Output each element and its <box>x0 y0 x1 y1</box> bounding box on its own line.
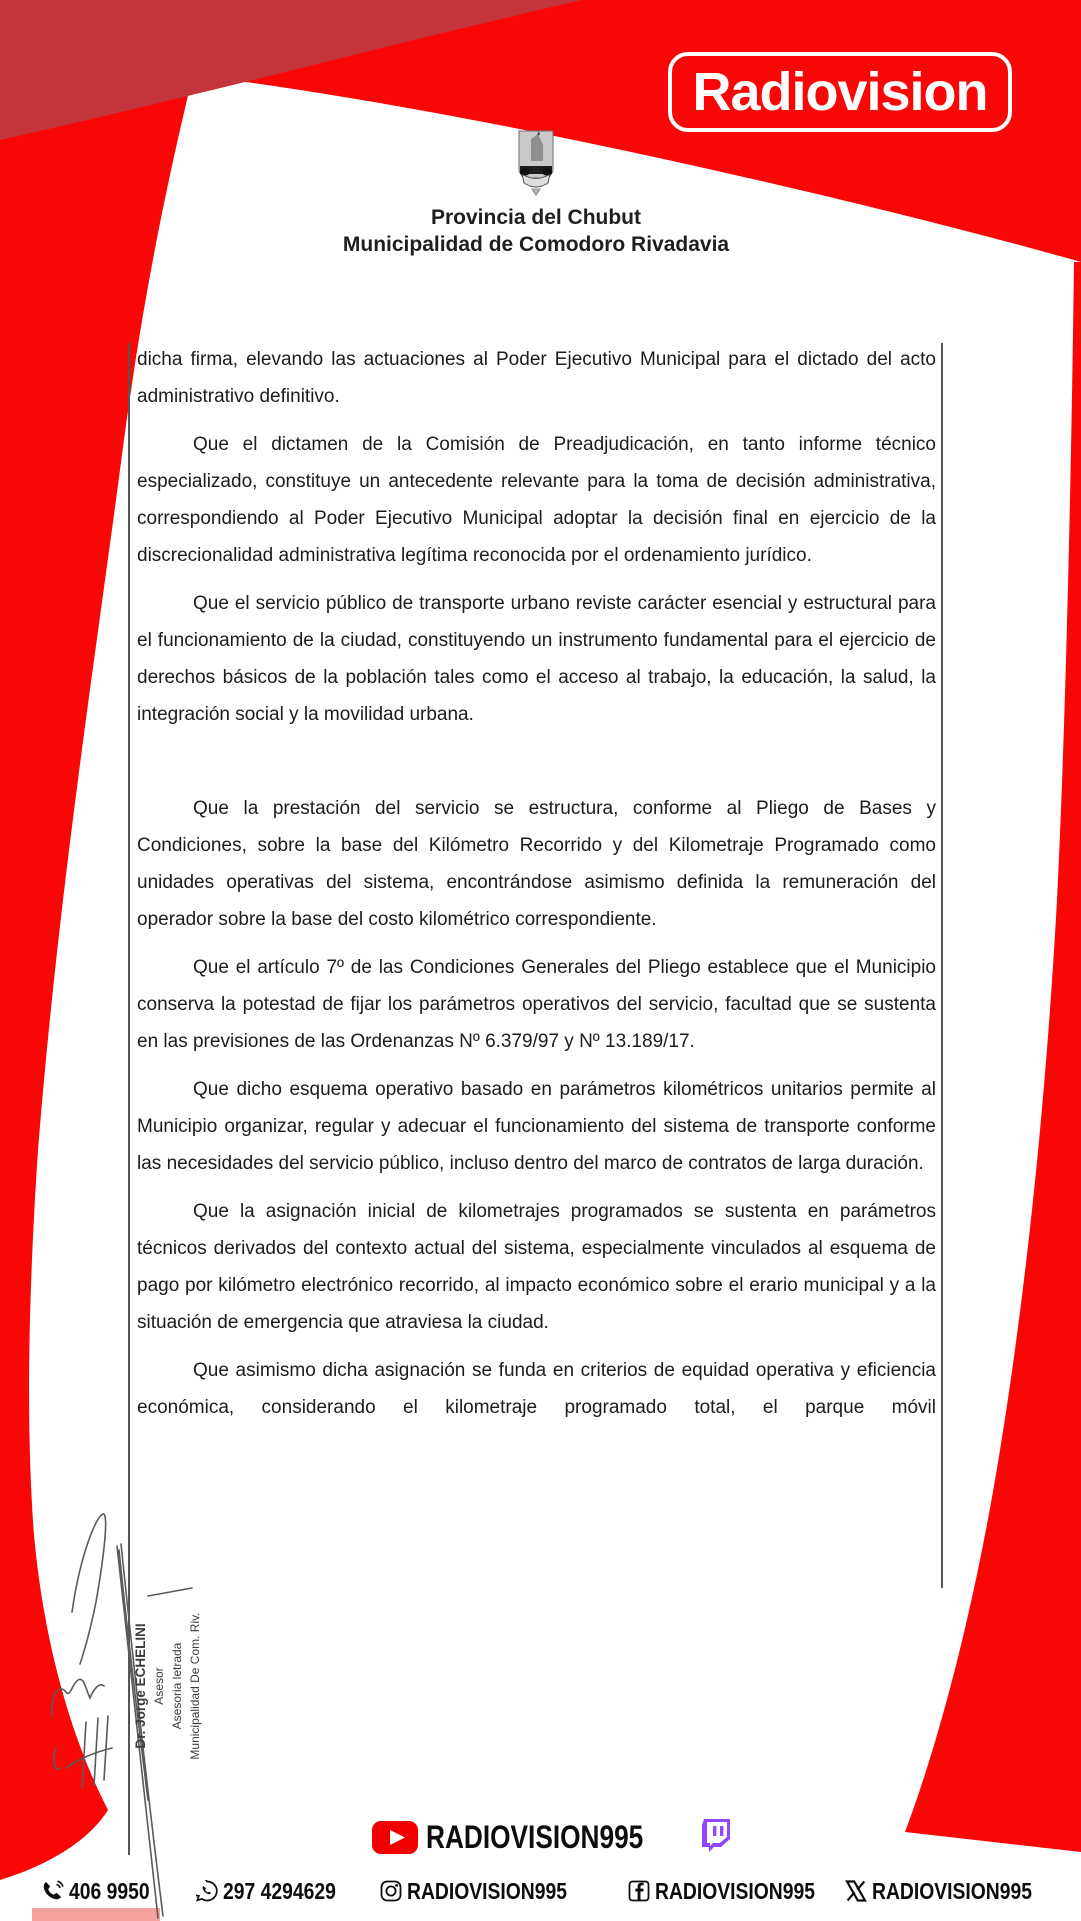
document-paragraph: Que dicho esquema operativo basado en parámetros kilométricos unitarios permite al Municipio organizar, regular y adecuar el funcionamiento del sistema de transporte conforme las necesidades del servicio público, incluso dentro del marco de contratos de larga duración. <box>137 1079 936 1174</box>
youtube-icon[interactable] <box>372 1821 418 1854</box>
document-paragraph: Que la prestación del servicio se estructura, conforme al Pliego de Bases y Condiciones, sobre la base del Kilómetro Recorrido y del Kilometraje Programado como unidades operativas del sistema, encontrándose asimismo definida la remuneración del operador sobre la base del costo kilométrico correspondiente. <box>137 798 936 930</box>
contact-x-twitter <box>845 1874 1062 1908</box>
radiovision-logo-text: Radiovision <box>692 62 988 122</box>
channel-handle: RADIOVISION995 <box>426 1818 644 1855</box>
channel-banner <box>372 1814 733 1860</box>
contact-x-handle: RADIOVISION995 <box>872 1877 1032 1904</box>
phone-icon <box>42 1880 64 1902</box>
twitch-icon[interactable] <box>699 1818 733 1856</box>
stamp-organization: Municipalidad De Com. Riv. <box>188 1612 202 1760</box>
signature-stamp <box>132 1586 204 1786</box>
document-paragraph: Que el servicio público de transporte urbano reviste carácter esencial y estructural para el funcionamiento de la ciudad, constituyendo un instrumento fundamental para el ejercicio de derechos básicos de la población tales como el acceso al trabajo, la educación, la salud, la integración social y la movilidad urbana. <box>137 593 936 725</box>
stamp-name: Dr. Jorge ECHELINI <box>133 1623 148 1749</box>
contact-whatsapp <box>196 1874 357 1908</box>
letterhead-province: Provincia del Chubut <box>430 206 642 229</box>
facebook-icon[interactable] <box>628 1880 650 1902</box>
stamp-office: Asesoria letrada <box>170 1642 184 1730</box>
x-icon[interactable] <box>845 1880 867 1902</box>
document-paragraph: Que asimismo dicha asignación se funda en criterios de equidad operativa y eficiencia económica, considerando el kilometraje programado total, el parque móvil <box>137 1360 936 1418</box>
contact-phone <box>42 1874 165 1908</box>
instagram-icon[interactable] <box>380 1880 402 1902</box>
contact-facebook <box>628 1874 845 1908</box>
document-paragraph: Que la asignación inicial de kilometrajes programados se sustenta en parámetros técnicos derivados del contexto actual del sistema, especialmente vinculados al esquema de pago por kilómetro electrónico recorrido, al impacto económico sobre el erario municipal y a la situación de emergencia que atraviesa la ciudad. <box>137 1201 936 1333</box>
whatsapp-icon[interactable] <box>196 1880 218 1902</box>
document-paragraph: dicha firma, elevando las actuaciones al Poder Ejecutivo Municipal para el dictado del acto administrativo definitivo. <box>137 349 936 407</box>
contact-instagram <box>380 1874 597 1908</box>
contact-instagram-handle: RADIOVISION995 <box>407 1877 567 1904</box>
contact-facebook-handle: RADIOVISION995 <box>655 1877 815 1904</box>
stamp-title: Asesor <box>152 1667 166 1705</box>
letterhead-municipality: Municipalidad de Comodoro Rivadavia <box>342 233 730 256</box>
contact-phone-number: 406 9950 <box>69 1877 150 1904</box>
contact-whatsapp-number: 297 4294629 <box>223 1877 336 1904</box>
document-paragraph: Que el dictamen de la Comisión de Preadjudicación, en tanto informe técnico especializado, constituye un antecedente relevante para la toma de decisión administrativa, correspondiendo al Poder Ejecutivo Municipal adoptar la decisión final en ejercicio de la discrecionalidad administrativa legítima reconocida por el ordenamiento jurídico. <box>137 434 936 566</box>
document-paragraph: Que el artículo 7º de las Condiciones Generales del Pliego establece que el Municipio conserva la potestad de fijar los parámetros operativos del servicio, facultad que se sustenta en las previsiones de las Ordenanzas Nº 6.379/97 y Nº 13.189/17. <box>137 957 936 1052</box>
